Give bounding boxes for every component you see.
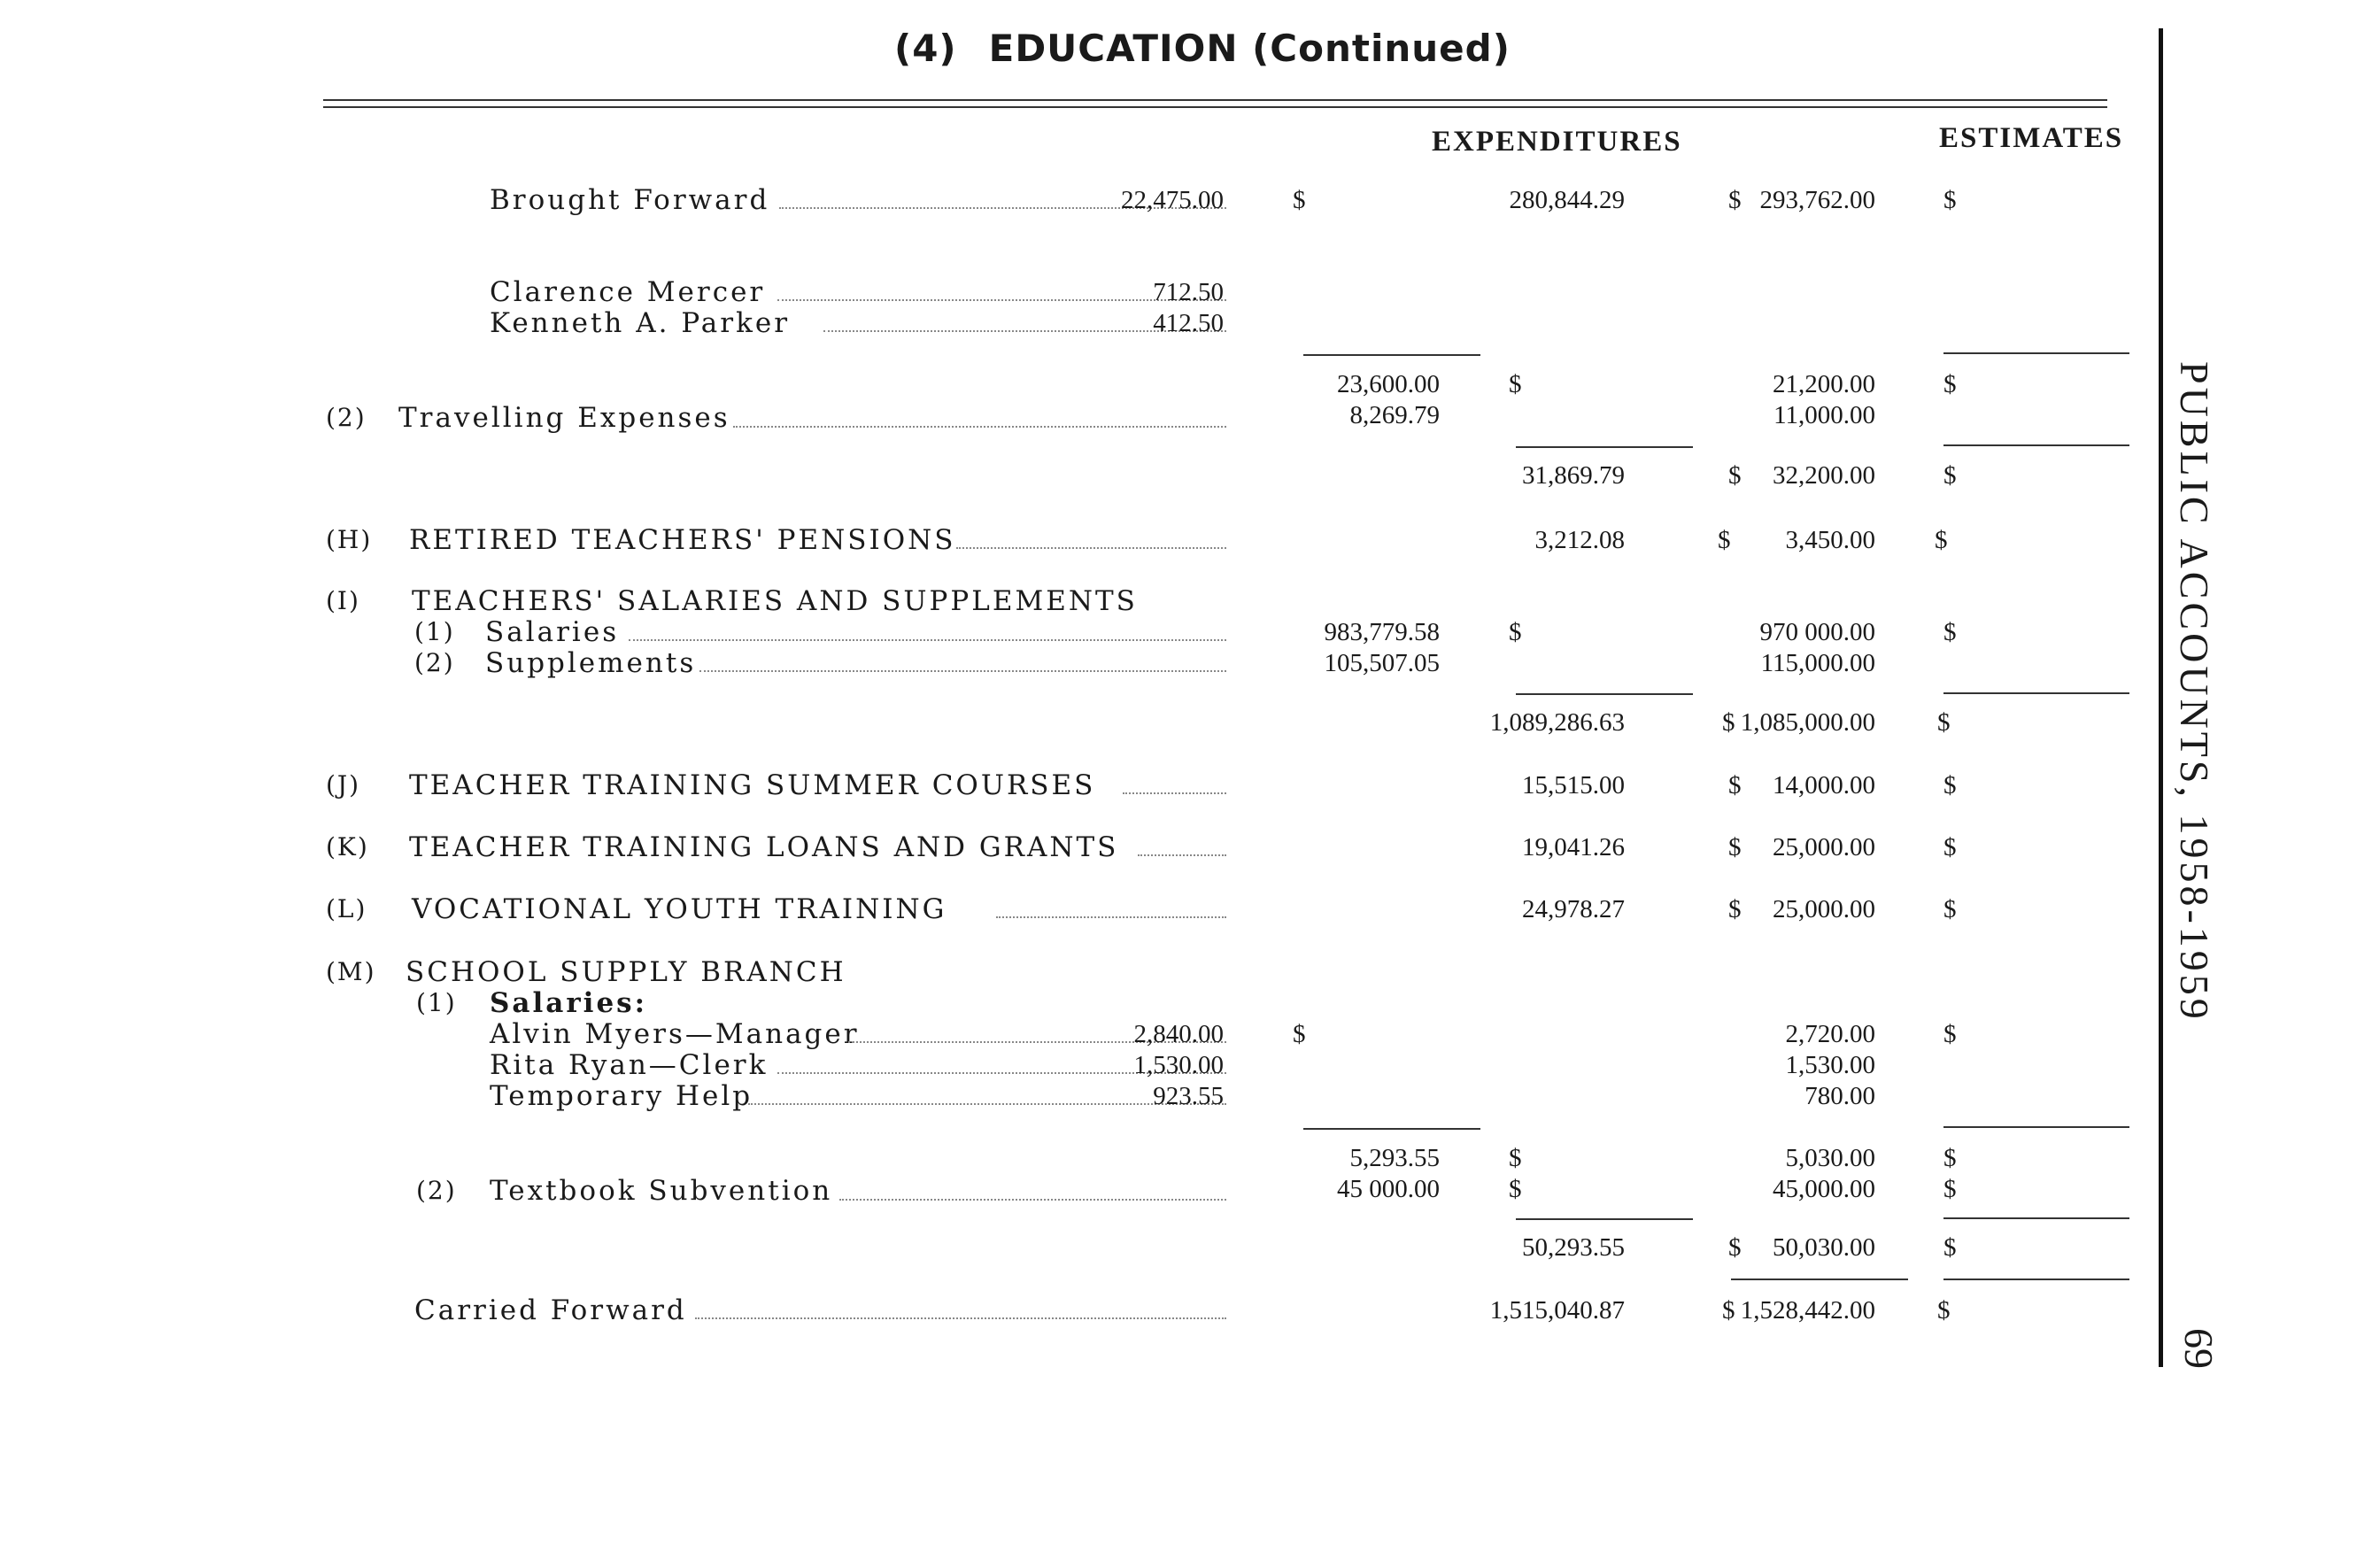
amount-col4: 14,000.00 [1773, 771, 1875, 800]
row-label: TEACHER TRAINING LOANS AND GRANTS [409, 831, 1119, 863]
dollar-sign: $ [1943, 461, 1957, 490]
section-title: EDUCATION (Continued) [988, 27, 1511, 70]
dollar-sign: $ [1509, 1144, 1522, 1172]
amount-col4: 1,085,000.00 [1740, 708, 1875, 737]
row-label: Rita Ryan—Clerk [490, 1049, 769, 1081]
amount-col1: 2,840.00 [1133, 1020, 1224, 1048]
amount-col3: 3,212.08 [1534, 526, 1625, 554]
leader-dots [733, 426, 1226, 428]
row-l-vocational-youth [0, 892, 2125, 927]
amount-col4: 45,000.00 [1773, 1175, 1875, 1203]
underline-col1 [1303, 1128, 1480, 1130]
dollar-sign: $ [1293, 186, 1306, 214]
row-code: (I) [326, 586, 360, 615]
row-k-loans-grants [0, 830, 2125, 865]
amount-col1: 712.50 [1153, 278, 1224, 306]
underline-col4 [1943, 692, 2129, 694]
underline-col4 [1943, 1217, 2129, 1219]
row-m-subtotal [0, 1140, 2125, 1176]
row-code: (1) [416, 988, 457, 1017]
row-label: Clarence Mercer [490, 276, 766, 308]
amount-col4: 32,200.00 [1773, 461, 1875, 490]
running-title: PUBLIC ACCOUNTS, 1958-1959 [2172, 361, 2217, 1023]
dollar-sign: $ [1728, 186, 1742, 214]
row-code: (K) [326, 832, 369, 861]
amount-col4: 970 000.00 [1759, 618, 1875, 646]
amount-col2: 45 000.00 [1337, 1175, 1440, 1203]
dollar-sign: $ [1728, 461, 1742, 490]
leader-dots [1123, 792, 1226, 794]
header-rule-top [323, 99, 2107, 101]
row-temporary-help [0, 1078, 2125, 1114]
row-label: Brought Forward [490, 184, 770, 216]
row-label: RETIRED TEACHERS' PENSIONS [409, 524, 956, 556]
underline-col4 [1943, 444, 2129, 446]
row-code: (2) [326, 403, 367, 432]
amount-col3: 15,515.00 [1522, 771, 1625, 800]
dollar-sign: $ [1943, 1020, 1957, 1048]
dollar-sign: $ [1722, 1296, 1735, 1325]
row-label: Alvin Myers—Manager [490, 1018, 860, 1050]
row-i1-salaries [0, 614, 2125, 650]
amount-col4: 11,000.00 [1773, 401, 1875, 429]
row-code: (2) [414, 648, 455, 677]
row-travel-total [0, 458, 2125, 493]
amount-col3: 1,515,040.87 [1489, 1296, 1625, 1325]
row-code: (H) [326, 525, 373, 554]
row-i-total [0, 705, 2125, 740]
page-number: 69 [2176, 1328, 2222, 1369]
underline-col4 [1943, 1126, 2129, 1128]
amount-col4: 25,000.00 [1773, 895, 1875, 923]
amount-col2: 983,779.58 [1324, 618, 1440, 646]
leader-dots [629, 639, 1226, 641]
row-label: Carried Forward [414, 1294, 687, 1326]
margin-rule [2159, 28, 2163, 1367]
dollar-sign: $ [1943, 1233, 1957, 1262]
column-header-expenditures: EXPENDITURES [1432, 126, 1682, 158]
row-code: (L) [326, 894, 367, 923]
underline-col4 [1943, 1278, 2129, 1280]
row-textbook-subvention [0, 1171, 2125, 1207]
amount-col3: 280,844.29 [1509, 186, 1625, 214]
row-code: (J) [326, 770, 361, 800]
amount-col3: 50,293.55 [1522, 1233, 1625, 1262]
dollar-sign: $ [1509, 1175, 1522, 1203]
amount-col2: 23,600.00 [1337, 370, 1440, 398]
header-rule-bottom [323, 106, 2107, 108]
row-label: TEACHER TRAINING SUMMER COURSES [409, 769, 1096, 801]
row-label: VOCATIONAL YOUTH TRAINING [412, 893, 947, 925]
dollar-sign: $ [1935, 526, 1948, 554]
leader-dots [695, 1317, 1226, 1319]
amount-col4: 25,000.00 [1773, 833, 1875, 861]
row-label: Textbook Subvention [490, 1175, 833, 1207]
row-label: Salaries [485, 616, 620, 648]
amount-col1: 1,530.00 [1133, 1051, 1224, 1079]
column-header-estimates: ESTIMATES [1939, 122, 2124, 154]
dollar-sign: $ [1728, 895, 1742, 923]
row-code: (2) [416, 1176, 457, 1205]
amount-col3: 31,869.79 [1522, 461, 1625, 490]
dollar-sign: $ [1937, 1296, 1951, 1325]
dollar-sign: $ [1937, 708, 1951, 737]
leader-dots [839, 1199, 1226, 1201]
amount-col4: 3,450.00 [1785, 526, 1875, 554]
row-label: Kenneth A. Parker [490, 307, 791, 339]
dollar-sign: $ [1943, 186, 1957, 214]
row-code: (M) [326, 957, 376, 986]
row-m1-salaries [0, 985, 2125, 1021]
amount-col2: 105,507.05 [1324, 649, 1440, 677]
underline-col2 [1516, 693, 1693, 695]
dollar-sign: $ [1943, 1175, 1957, 1203]
dollar-sign: $ [1943, 370, 1957, 398]
dollar-sign: $ [1718, 526, 1731, 554]
dollar-sign: $ [1509, 618, 1522, 646]
row-rita-ryan [0, 1047, 2125, 1083]
dollar-sign: $ [1943, 895, 1957, 923]
dollar-sign: $ [1293, 1020, 1306, 1048]
dollar-sign: $ [1728, 1233, 1742, 1262]
row-h-retired-pensions [0, 522, 2125, 558]
amount-col1: 22,475.00 [1121, 186, 1224, 214]
dollar-sign: $ [1728, 771, 1742, 800]
row-alvin-myers [0, 1016, 2125, 1052]
leader-dots [699, 670, 1226, 672]
amount-col3: 24,978.27 [1522, 895, 1625, 923]
row-m-total [0, 1230, 2125, 1265]
amount-col1: 412.50 [1153, 309, 1224, 337]
underline-col2 [1516, 1218, 1693, 1220]
row-label: TEACHERS' SALARIES AND SUPPLEMENTS [412, 585, 1138, 617]
row-kenneth-parker [0, 305, 2125, 341]
amount-col4: 50,030.00 [1773, 1233, 1875, 1262]
amount-col4: 5,030.00 [1785, 1144, 1875, 1172]
dollar-sign: $ [1509, 370, 1522, 398]
row-code: (1) [414, 617, 455, 646]
amount-col1: 923.55 [1153, 1082, 1224, 1110]
row-travel-upper [0, 367, 2125, 402]
leader-dots [1138, 854, 1226, 856]
underline-col3 [1731, 1278, 1908, 1280]
amount-col4: 780.00 [1804, 1082, 1875, 1110]
dollar-sign: $ [1943, 1144, 1957, 1172]
dollar-sign: $ [1943, 833, 1957, 861]
underline-col4 [1943, 352, 2129, 354]
row-i2-supplements [0, 645, 2125, 681]
leader-dots [996, 916, 1226, 918]
amount-col4: 115,000.00 [1760, 649, 1875, 677]
dollar-sign: $ [1722, 708, 1735, 737]
row-label: Salaries: [490, 987, 648, 1019]
section-number: (4) [894, 27, 957, 70]
row-clarence-mercer [0, 274, 2125, 310]
row-m-school-supply [0, 954, 2125, 990]
underline-col1 [1303, 354, 1480, 356]
amount-col4: 1,530.00 [1785, 1051, 1875, 1079]
amount-col3: 1,089,286.63 [1489, 708, 1625, 737]
row-i-teachers-salaries [0, 583, 2125, 619]
row-label: Supplements [485, 647, 697, 679]
row-carried-forward [0, 1293, 2125, 1328]
amount-col4: 2,720.00 [1785, 1020, 1875, 1048]
amount-col4: 293,762.00 [1759, 186, 1875, 214]
row-label: Travelling Expenses [398, 402, 730, 434]
row-label: SCHOOL SUPPLY BRANCH [406, 956, 846, 988]
row-j-summer-courses [0, 768, 2125, 803]
amount-col2: 8,269.79 [1349, 401, 1440, 429]
row-label: Temporary Help [490, 1080, 753, 1112]
leader-dots [956, 547, 1226, 549]
row-brought-forward [0, 182, 2125, 218]
amount-col3: 19,041.26 [1522, 833, 1625, 861]
amount-col4: 21,200.00 [1773, 370, 1875, 398]
page-title [894, 27, 1511, 70]
amount-col2: 5,293.55 [1349, 1144, 1440, 1172]
underline-col2 [1516, 446, 1693, 448]
row-travelling-expenses [0, 398, 2125, 433]
amount-col4: 1,528,442.00 [1740, 1296, 1875, 1325]
dollar-sign: $ [1728, 833, 1742, 861]
dollar-sign: $ [1943, 771, 1957, 800]
dollar-sign: $ [1943, 618, 1957, 646]
